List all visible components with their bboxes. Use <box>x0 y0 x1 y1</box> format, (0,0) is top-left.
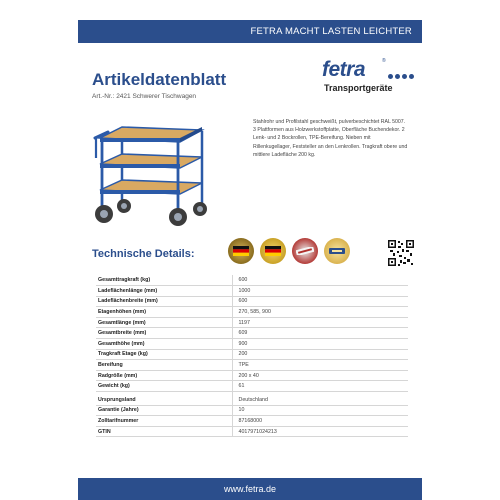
spec-label: Gesamtbreite (mm) <box>96 328 232 339</box>
spec-row <box>96 349 408 360</box>
quality-badge <box>260 238 286 264</box>
registered-mark: ® <box>382 58 386 64</box>
flag-ribbon-icon <box>265 246 281 256</box>
spec-row <box>96 370 408 381</box>
spec-value: 87168000 <box>232 416 408 427</box>
spec-value: TPE <box>232 360 408 371</box>
spec-value: 4017971024213 <box>232 426 408 437</box>
fetra-logo <box>322 58 414 98</box>
spec-value: 200 x 40 <box>232 370 408 381</box>
spec-row <box>96 416 408 427</box>
spec-row <box>96 328 408 339</box>
footer-bar <box>78 478 422 500</box>
spec-row <box>96 426 408 437</box>
spec-label: Tragkraft Etage (kg) <box>96 349 232 360</box>
spec-label: Zolltarifnummer <box>96 416 232 427</box>
spec-row <box>96 381 408 392</box>
spec-label: Gesamttragkraft (kg) <box>96 275 232 286</box>
stop-ribbon-icon <box>296 247 314 255</box>
spec-label: Garantie (Jahre) <box>96 405 232 416</box>
datasheet <box>78 0 422 500</box>
spec-row <box>96 339 408 350</box>
spec-value: 270, 585, 900 <box>232 307 408 318</box>
spec-label: Gesamtlänge (mm) <box>96 317 232 328</box>
logo-dots-icon <box>388 74 414 79</box>
spec-label: Gewicht (kg) <box>96 381 232 392</box>
certification-badges <box>228 238 350 264</box>
spec-value: 1000 <box>232 286 408 297</box>
product-description: Stahlrohr und Profilstahl geschweißt, pulverbeschichtet RAL 5007. 3 Plattformen aus Holzwerkstoffplatte, Oberfläche Buchendekor. 2 Lenk- und 2 Bockrollen, TPE-Bereifung. Nieben mit Rillenkugellager, Feststeller an den Lenkrollen. Tragkraft obere und mittlere Ladefläche 200 kg. <box>253 119 408 158</box>
spec-row <box>96 405 408 416</box>
spec-row <box>96 360 408 371</box>
spec-row <box>96 296 408 307</box>
spec-value: 200 <box>232 349 408 360</box>
technical-details-heading: Technische Details: <box>92 248 195 260</box>
spec-value: 1197 <box>232 317 408 328</box>
qr-code-icon <box>388 240 414 266</box>
spec-value: 900 <box>232 339 408 350</box>
logo-tagline: Transportgeräte <box>324 83 393 93</box>
logo-wordmark: fetra <box>322 58 366 81</box>
header-bar <box>78 20 422 43</box>
spec-row <box>96 286 408 297</box>
spec-label: Bereifung <box>96 360 232 371</box>
article-number: Art.-Nr.: 2421 Schwerer Tischwagen <box>92 93 197 100</box>
seal-icon <box>329 247 345 255</box>
spec-label: Radgröße (mm) <box>96 370 232 381</box>
spec-value: 10 <box>232 405 408 416</box>
spec-value: 61 <box>232 381 408 392</box>
spec-label: Ladeflächenlänge (mm) <box>96 286 232 297</box>
spec-label: GTIN <box>96 426 232 437</box>
spec-label: Ladeflächenbreite (mm) <box>96 296 232 307</box>
website-link[interactable]: www.fetra.de <box>223 484 277 494</box>
german-flag-icon <box>233 246 249 256</box>
spec-row <box>96 307 408 318</box>
spec-label: Ursprungsland <box>96 395 232 406</box>
spec-row <box>96 275 408 286</box>
document-title: Artikeldatenblatt <box>92 70 227 89</box>
spec-label: Gesamthöhe (mm) <box>96 339 232 350</box>
spec-value: Deutschland <box>232 395 408 406</box>
spec-value: 609 <box>232 328 408 339</box>
spec-label: Etagenhöhen (mm) <box>96 307 232 318</box>
spec-row <box>96 317 408 328</box>
spec-row <box>96 395 408 406</box>
ria-badge <box>324 238 350 264</box>
spec-value: 600 <box>232 296 408 307</box>
totalstop-badge <box>292 238 318 264</box>
slogan: FETRA MACHT LASTEN LEICHTER <box>250 26 412 37</box>
table-trolley-image <box>92 118 208 228</box>
spec-value: 600 <box>232 275 408 286</box>
made-in-germany-badge <box>228 238 254 264</box>
technical-specs-table <box>96 275 408 437</box>
